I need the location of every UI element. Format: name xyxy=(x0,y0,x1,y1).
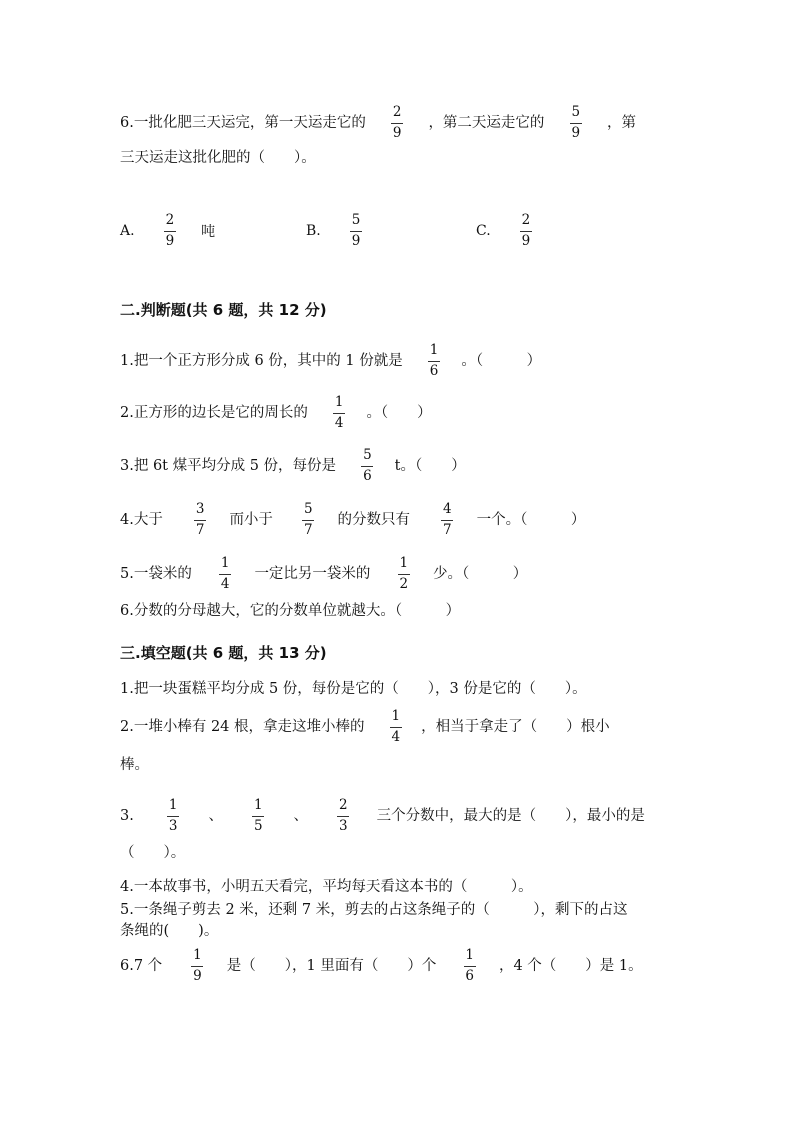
s3-q3-line2: （ ）。 xyxy=(120,845,186,861)
s3-q1: 1.把一块蛋糕平均分成 5 份，每份是它的（ ），3 份是它的（ ）。 xyxy=(120,681,587,697)
section2-title: 二.判断题(共 6 题，共 12 分) xyxy=(120,301,327,319)
q6-choice-line2: 三天运走这批化肥的（ ）。 xyxy=(120,150,316,166)
q6-prefix: 6.一批化肥三天运完，第一天运走它的 xyxy=(120,114,366,131)
s2-q2: 2.正方形的边长是它的周长的 $\frac{1}{4}$ 。（ ） xyxy=(120,394,432,431)
fraction: $\frac{2}{9}$ xyxy=(165,212,175,249)
fraction: $\frac{1}{5}$ xyxy=(253,797,263,834)
fraction: $\frac{1}{4}$ xyxy=(220,555,230,592)
fraction: $\frac{5}{9}$ xyxy=(571,104,581,141)
fraction: $\frac{2}{3}$ xyxy=(339,797,348,834)
s2-q3: 3.把 6t 煤平均分成 5 份，每份是 $\frac{5}{6}$ t。（ ） xyxy=(120,447,466,484)
option-a: A. $\frac{2}{9}$ 吨 xyxy=(120,212,216,249)
section3-title: 三.填空题(共 6 题，共 13 分) xyxy=(120,644,327,662)
fraction: $\frac{1}{3}$ xyxy=(168,797,178,834)
fraction: $\frac{2}{9}$ xyxy=(392,104,402,141)
s3-q2: 2.一堆小棒有 24 根，拿走这堆小棒的 $\frac{1}{4}$ ，相当于拿走了（ ）根小 xyxy=(120,708,610,745)
fraction: $\frac{5}{7}$ xyxy=(303,501,313,538)
option-c: C. $\frac{2}{9}$ xyxy=(476,214,535,248)
q6-suffix: ，第 xyxy=(607,114,637,131)
fraction: $\frac{2}{9}$ xyxy=(521,212,531,249)
fraction: $\frac{3}{7}$ xyxy=(195,501,205,538)
s3-q4: 4.一本故事书，小明五天看完，平均每天看这本书的（ ）。 xyxy=(120,879,533,895)
s2-q6: 6.分数的分母越大，它的分数单位就越大。（ ） xyxy=(120,603,461,619)
fraction: $\frac{4}{7}$ xyxy=(443,501,452,538)
s3-q6: 6.7 个 $\frac{1}{9}$ 是（ ），1 里面有（ ）个 $\frac{1}{6}$ ，4 个（ ）是 1。 xyxy=(120,947,643,984)
fraction: $\frac{1}{6}$ xyxy=(429,342,439,379)
fraction: $\frac{5}{6}$ xyxy=(363,447,372,484)
s2-q4: 4.大于 $\frac{3}{7}$ 而小于 $\frac{5}{7}$ 的分数只有 $\frac{4}{7}$ 一个。（ ） xyxy=(120,501,586,538)
q6-choice-line1 xyxy=(120,106,674,140)
fraction: $\frac{1}{2}$ xyxy=(399,555,409,592)
s3-q3: 3. $\frac{1}{3}$ 、 $\frac{1}{5}$ 、 $\frac{2}{3}$ 三个分数中，最大的是（ ），最小的是 xyxy=(120,797,645,834)
s3-q5-line2: 条绳的( )。 xyxy=(120,923,219,939)
fraction: $\frac{1}{6}$ xyxy=(465,947,474,984)
s3-q2-line2: 棒。 xyxy=(120,757,149,773)
s2-q1: 1.把一个正方形分成 6 份，其中的 1 份就是 $\frac{1}{6}$ 。（ ） xyxy=(120,342,542,379)
option-b: B. $\frac{5}{9}$ xyxy=(306,214,365,248)
q6-mid: ，第二天运走它的 xyxy=(428,114,545,131)
fraction: $\frac{5}{9}$ xyxy=(351,212,361,249)
fraction: $\frac{1}{9}$ xyxy=(193,947,202,984)
fraction: $\frac{1}{4}$ xyxy=(391,708,401,745)
s3-q5: 5.一条绳子剪去 2 米，还剩 7 米，剪去的占这条绳子的（ ），剩下的占这 xyxy=(120,902,628,918)
fraction: $\frac{1}{4}$ xyxy=(334,394,344,431)
s2-q5: 5.一袋米的 $\frac{1}{4}$ 一定比另一袋米的 $\frac{1}{2}$ 少。（ ） xyxy=(120,555,528,592)
